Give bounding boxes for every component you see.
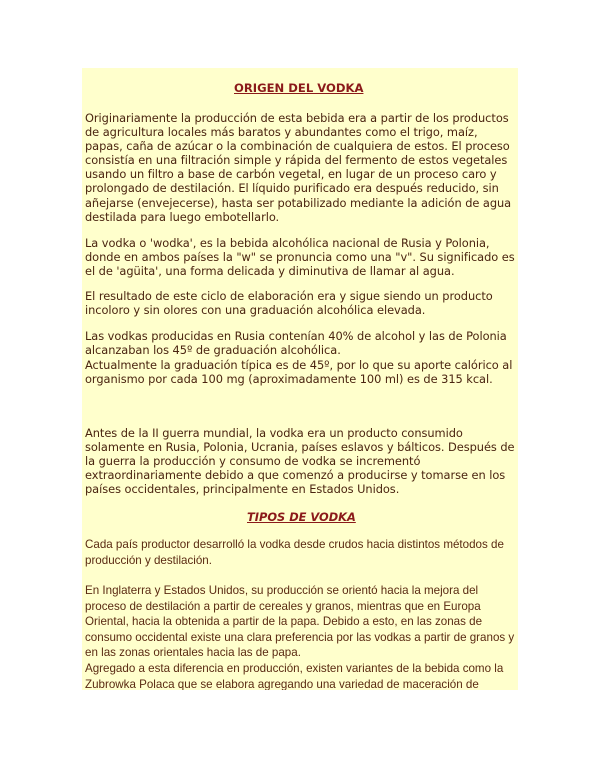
paragraph-tipos-intro: Cada país productor desarrolló la vodka desde crudos hacia distintos métodos de producción y destilación. (85, 538, 504, 567)
paragraph-graduacion: Actualmente la graduación típica es de 45º, por lo que su aporte calórico al organismo por cada 100 mg (aproximadamente 100 ml) es de 315 kcal. (85, 358, 513, 387)
document-title: ORIGEN DEL VODKA (234, 81, 364, 95)
paragraph-resultado: El resultado de este ciclo de elaboración era y sigue siendo un producto incoloro y sin olores con una graduación alcohólica elevada. (85, 289, 493, 318)
paragraph-guerra: Antes de la II guerra mundial, la vodka era un producto consumido solamente en Rusia, Polonia, Ucrania, países eslavos y bálticos. Después de la guerra la producción y consumo de vodka se incrementó extraordinariamente debido a que comenzó a producirse y tomarse en los países occidentales, principalmente en Estados Unidos. (85, 426, 515, 497)
paragraph-wodka: La vodka o 'wodka', es la bebida alcohólica nacional de Rusia y Polonia, donde en ambos países la "w" se pronuncia como una "v". Su significado es el de 'agüita', una forma delicada y diminutiva de llamar al agua. (85, 236, 515, 279)
paragraph-rusia-polonia: Las vodkas producidas en Rusia contenían 40% de alcohol y las de Polonia alcanzaban los 45º de graduación alcohólica. (85, 329, 507, 358)
document-page (82, 68, 518, 690)
paragraph-variantes: Agregado a esta diferencia en producción, existen variantes de la bebida como la Zubrowka Polaca que se elabora agregando una variedad de maceración de (85, 662, 504, 690)
paragraph-origen: Originariamente la producción de esta bebida era a partir de los productos de agricultura locales más baratos y abundantes como el trigo, maíz, papas, caña de azúcar o la combinación de cualquiera de estos. El proceso consistía en una filtración simple y rápida del fermento de estos vegetales usando un filtro a base de carbón vegetal, en lugar de un proceso caro y prolongado de destilación. El líquido purificado era después reducido, sin añejarse (envejecerse), hasta ser potabilizado mediante la adición de agua destilada para luego embotellarlo. (85, 111, 512, 224)
section-title-tipos: TIPOS DE VODKA (247, 510, 356, 524)
paragraph-inglaterra: En Inglaterra y Estados Unidos, su producción se orientó hacia la mejora del proceso de destilación a partir de cereales y granos, mientras que en Europa Oriental, hacia la obtenida a partir de la papa. Debido a esto, en las zonas de consumo occidental existe una clara preferencia por las vodkas a partir de granos y en las zonas orientales hacia las de papa. (85, 584, 515, 660)
